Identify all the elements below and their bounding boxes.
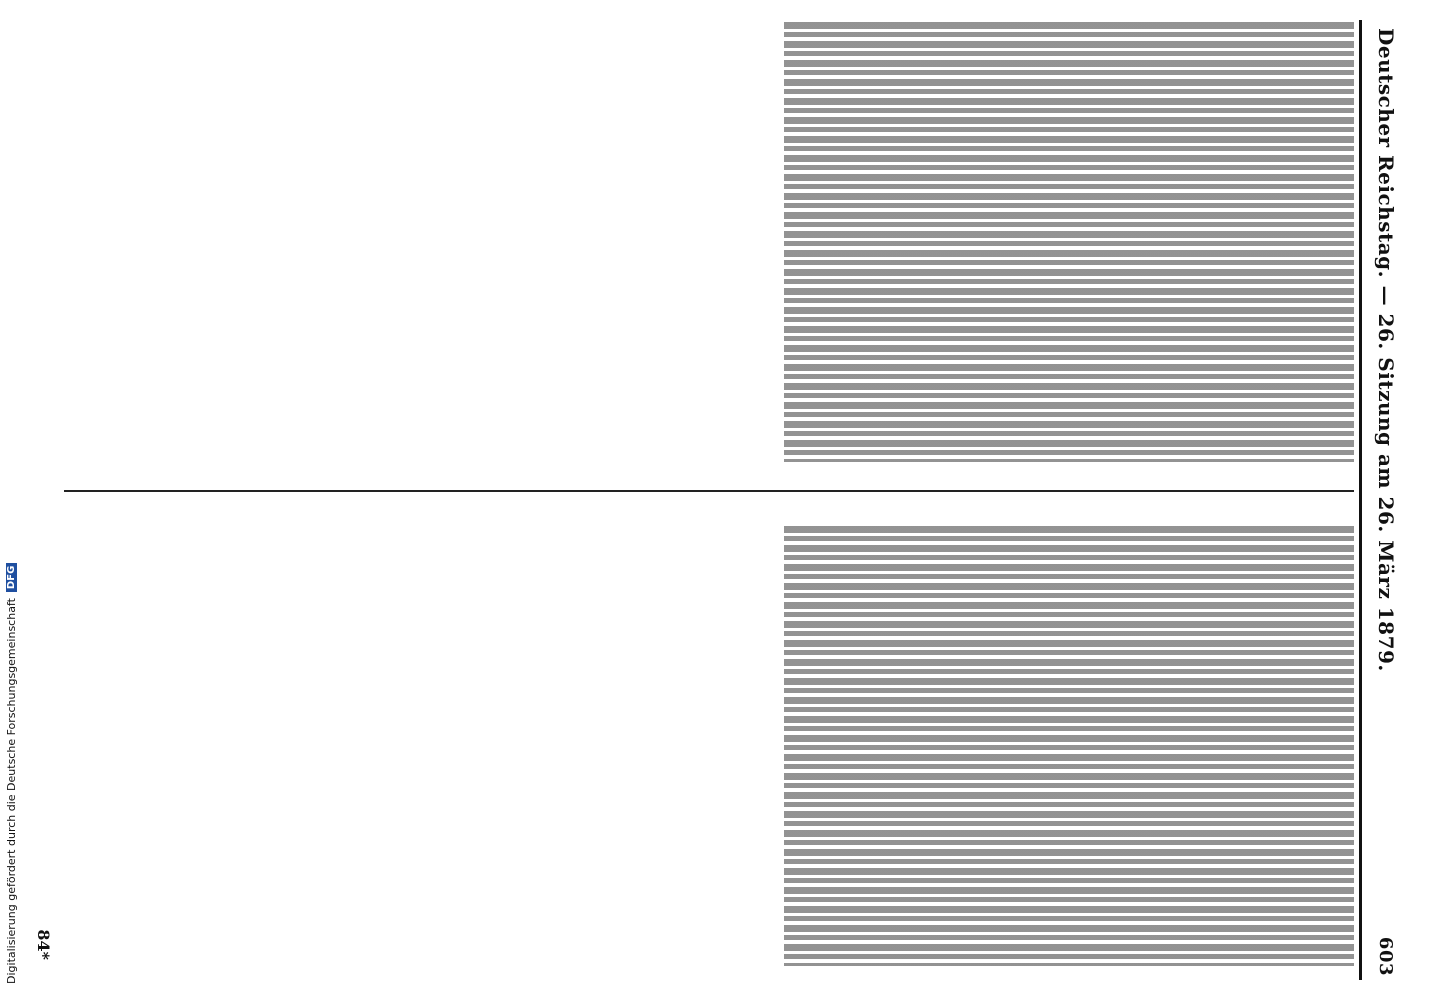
illegible-line [1335, 526, 1354, 966]
illegible-line [1050, 526, 1069, 966]
illegible-line [1202, 22, 1221, 462]
page-number: 603 [1375, 936, 1397, 976]
illegible-line [1183, 526, 1202, 966]
illegible-line [1278, 22, 1297, 462]
illegible-line [993, 526, 1012, 966]
illegible-line [1126, 526, 1145, 966]
illegible-line [803, 526, 822, 966]
illegible-line [1221, 526, 1240, 966]
illegible-line [1278, 526, 1297, 966]
illegible-line [917, 526, 936, 966]
illegible-line [1012, 526, 1031, 966]
illegible-line [1069, 526, 1088, 966]
illegible-line [1240, 526, 1259, 966]
illegible-line [1088, 526, 1107, 966]
header-rule [1359, 20, 1362, 980]
illegible-line [879, 526, 898, 966]
illegible-line [822, 526, 841, 966]
illegible-line [917, 22, 936, 462]
illegible-line [1316, 526, 1335, 966]
sheet-mark: 84* [34, 929, 53, 960]
illegible-line [955, 526, 974, 966]
right-column [74, 526, 1354, 966]
illegible-line [1031, 22, 1050, 462]
illegible-line [803, 22, 822, 462]
illegible-line [974, 526, 993, 966]
illegible-line [1335, 22, 1354, 462]
illegible-line [955, 22, 974, 462]
illegible-line [879, 22, 898, 462]
illegible-line [936, 22, 955, 462]
illegible-line [1164, 22, 1183, 462]
illegible-line [1183, 22, 1202, 462]
illegible-line [974, 22, 993, 462]
illegible-line [860, 22, 879, 462]
illegible-line [1012, 22, 1031, 462]
illegible-line [1221, 22, 1240, 462]
illegible-line [822, 22, 841, 462]
illegible-line [993, 22, 1012, 462]
illegible-line [1297, 526, 1316, 966]
left-column [74, 22, 1354, 462]
illegible-line [1088, 22, 1107, 462]
illegible-line [1145, 22, 1164, 462]
illegible-line [1107, 526, 1126, 966]
illegible-line [898, 22, 917, 462]
column-divider [64, 490, 1354, 492]
illegible-line [1259, 526, 1278, 966]
illegible-line [1145, 526, 1164, 966]
illegible-line [860, 526, 879, 966]
illegible-line [1107, 22, 1126, 462]
illegible-line [1126, 22, 1145, 462]
illegible-line [784, 526, 803, 966]
illegible-line [784, 22, 803, 462]
illegible-line [841, 22, 860, 462]
running-title: Deutscher Reichstag. — 26. Sitzung am 26. März 1879. [1374, 28, 1398, 672]
illegible-line [936, 526, 955, 966]
credit-text: Digitalisierung gefördert durch die Deutsche Forschungsgemeinschaft [4, 598, 18, 984]
illegible-line [1050, 22, 1069, 462]
illegible-line [841, 526, 860, 966]
digitization-credit [0, 0, 22, 1000]
illegible-line [1202, 526, 1221, 966]
dfg-logo: DFG [6, 563, 17, 592]
page-header [1366, 28, 1406, 976]
illegible-line [1164, 526, 1183, 966]
illegible-line [1240, 22, 1259, 462]
illegible-line [898, 526, 917, 966]
illegible-line [1069, 22, 1088, 462]
illegible-line [1316, 22, 1335, 462]
illegible-line [1297, 22, 1316, 462]
illegible-line [1259, 22, 1278, 462]
illegible-line [1031, 526, 1050, 966]
